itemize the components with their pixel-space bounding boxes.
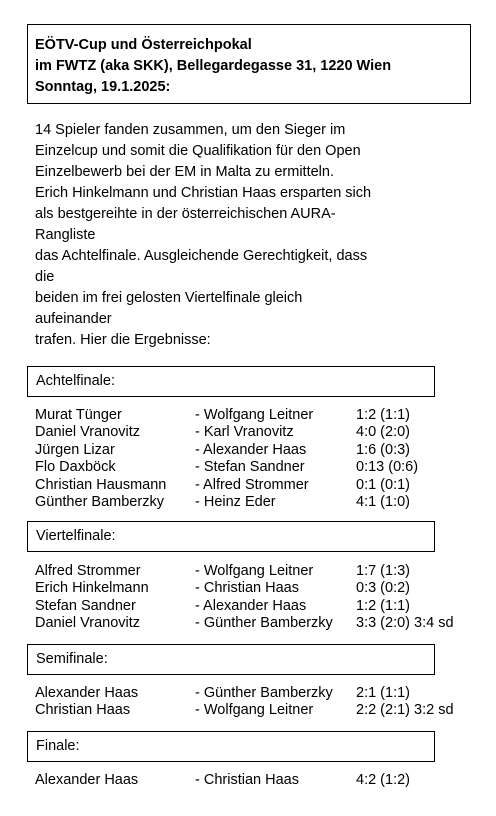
match-row bbox=[35, 702, 475, 719]
intro-line: Einzelbewerb bei der EM in Malta zu ermitteln. bbox=[35, 164, 334, 180]
match-row bbox=[35, 477, 475, 494]
player1: Christian Hausmann bbox=[35, 476, 167, 493]
intro-line: als bestgereihte in der österreichischen AURA- bbox=[35, 206, 336, 222]
player2: - Karl Vranovitz bbox=[195, 424, 294, 441]
score: 0:1 (0:1) bbox=[356, 476, 410, 493]
player2: - Alfred Strommer bbox=[195, 476, 309, 493]
score: 0:3 (0:2) bbox=[356, 580, 410, 597]
round-title: Semifinale: bbox=[36, 651, 108, 667]
player1: Stefan Sandner bbox=[35, 597, 136, 614]
player2: - Günther Bamberzky bbox=[195, 685, 333, 701]
player2: - Christian Haas bbox=[195, 580, 299, 597]
round-title: Finale: bbox=[36, 738, 80, 754]
player2: - Heinz Eder bbox=[195, 493, 276, 510]
player1: Jürgen Lizar bbox=[35, 441, 115, 458]
intro-line: 14 Spieler fanden zusammen, um den Sieger im bbox=[35, 122, 346, 138]
intro-line: trafen. Hier die Ergebnisse: bbox=[35, 332, 211, 348]
player2: - Christian Haas bbox=[195, 772, 299, 788]
player1: Alexander Haas bbox=[35, 772, 139, 788]
player1: Alexander Haas bbox=[35, 685, 139, 701]
player1: Flo Daxböck bbox=[35, 459, 116, 476]
results-achtelfinale bbox=[35, 407, 475, 511]
score: 0:13 (0:6) bbox=[356, 459, 419, 476]
results-viertelfinale bbox=[35, 563, 475, 633]
round-header-achtelfinale bbox=[27, 366, 435, 397]
score: 4:0 (2:0) bbox=[356, 424, 410, 441]
player2: - Wolfgang Leitner bbox=[195, 702, 314, 719]
match-row bbox=[35, 459, 475, 476]
results-semifinale bbox=[35, 685, 475, 720]
match-row bbox=[35, 598, 475, 615]
match-row bbox=[35, 580, 475, 597]
intro-line: Einzelcup und somit die Qualifikation für den Open bbox=[35, 143, 361, 159]
score: 1:7 (1:3) bbox=[356, 563, 410, 579]
match-row bbox=[35, 424, 475, 441]
match-row bbox=[35, 407, 475, 424]
player2: - Günther Bamberzky bbox=[195, 615, 333, 632]
score: 4:1 (1:0) bbox=[356, 493, 410, 510]
intro-line: Rangliste bbox=[35, 227, 96, 243]
player1: Daniel Vranovitz bbox=[35, 424, 141, 441]
title-box bbox=[27, 24, 471, 104]
title-line-1: EÖTV-Cup und Österreichpokal bbox=[35, 37, 252, 53]
match-row bbox=[35, 772, 475, 789]
round-header-finale bbox=[27, 731, 435, 762]
match-row bbox=[35, 563, 475, 580]
match-row bbox=[35, 685, 475, 702]
round-header-semifinale bbox=[27, 644, 435, 675]
player1: Daniel Vranovitz bbox=[35, 615, 141, 632]
intro-line: Erich Hinkelmann und Christian Haas ersparten sich bbox=[35, 185, 372, 201]
round-title: Viertelfinale: bbox=[36, 528, 116, 544]
score: 2:1 (1:1) bbox=[356, 685, 410, 701]
player1: Erich Hinkelmann bbox=[35, 580, 149, 597]
round-header-viertelfinale bbox=[27, 521, 435, 552]
player2: - Alexander Haas bbox=[195, 441, 307, 458]
title-line-3: Sonntag, 19.1.2025: bbox=[35, 79, 171, 95]
score: 4:2 (1:2) bbox=[356, 772, 410, 788]
player1: Christian Haas bbox=[35, 702, 131, 719]
player1: Günther Bamberzky bbox=[35, 493, 164, 510]
score: 1:2 (1:1) bbox=[356, 597, 410, 614]
match-row bbox=[35, 615, 475, 632]
intro-line: das Achtelfinale. Ausgleichende Gerechtigkeit, dass bbox=[35, 248, 368, 264]
score: 2:2 (2:1) 3:2 sd bbox=[356, 702, 454, 719]
match-row bbox=[35, 494, 475, 511]
player2: - Wolfgang Leitner bbox=[195, 563, 314, 579]
score: 3:3 (2:0) 3:4 sd bbox=[356, 615, 454, 632]
player1: Murat Tünger bbox=[35, 407, 122, 423]
intro-paragraph bbox=[35, 120, 405, 351]
player2: - Wolfgang Leitner bbox=[195, 407, 314, 423]
round-title: Achtelfinale: bbox=[36, 373, 115, 389]
intro-line: die bbox=[35, 269, 55, 285]
match-row bbox=[35, 442, 475, 459]
intro-line: beiden im frei gelosten Viertelfinale gleich bbox=[35, 290, 303, 306]
score: 1:6 (0:3) bbox=[356, 441, 410, 458]
title-line-2: im FWTZ (aka SKK), Bellegardegasse 31, 1220 Wien bbox=[35, 58, 392, 74]
player2: - Alexander Haas bbox=[195, 597, 307, 614]
score: 1:2 (1:1) bbox=[356, 407, 410, 423]
player2: - Stefan Sandner bbox=[195, 459, 305, 476]
results-finale bbox=[35, 772, 475, 789]
intro-line: aufeinander bbox=[35, 311, 112, 327]
player1: Alfred Strommer bbox=[35, 563, 141, 579]
